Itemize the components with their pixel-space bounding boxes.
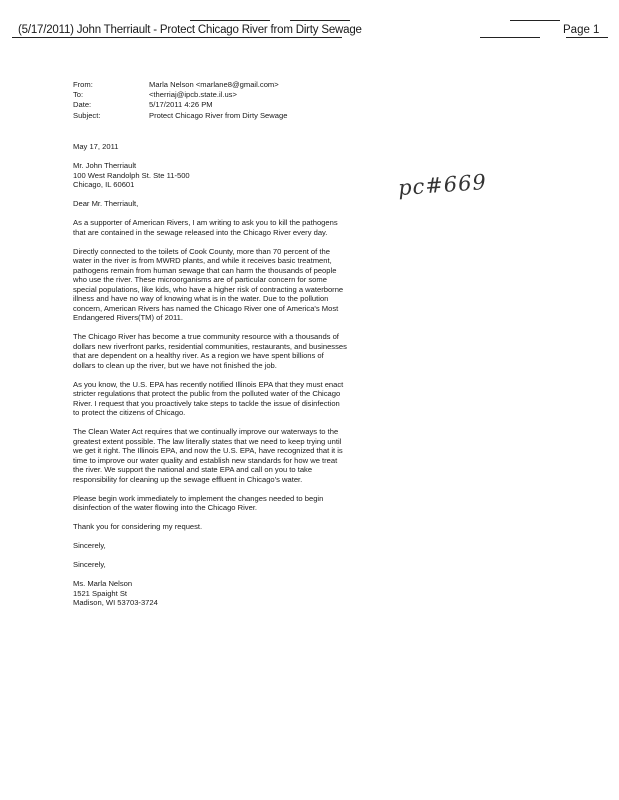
header-rule (12, 37, 342, 38)
page-number: Page 1 (563, 24, 600, 36)
signature-line: Ms. Marla Nelson (73, 579, 133, 588)
paragraph: Sincerely, (73, 541, 106, 550)
header-rule-top-mid (290, 20, 350, 21)
subject-label: Subject: (73, 110, 101, 120)
header-rule-top-right (510, 20, 560, 21)
salutation: Dear Mr. Therriault, (73, 199, 139, 208)
subject-value: Protect Chicago River from Dirty Sewage (149, 110, 288, 120)
paragraph: Thank you for considering my request. (73, 522, 203, 531)
letter-body (73, 142, 348, 608)
recipient-line: Chicago, IL 60601 (73, 180, 135, 189)
paragraph: Directly connected to the toilets of Cook County, more than 70 percent of the water in the river is from MWRD plants, and while it receives basic treatment, pathogens remain from human sewage that can harm the thousands of people who use the river. These microorganisms are of particular concern for some special populations, like kids, who have a higher risk of contracting a waterborne illness and have no way of knowing what is in the water. Due to the pollution concern, American Rivers has named the Chicago River one of America's Most Endangered Rivers(TM) of 2011. (73, 246, 344, 322)
date-label: Date: (73, 100, 92, 110)
paragraph: Please begin work immediately to implement the changes needed to begin disinfection of the water flowing into the Chicago River. (73, 493, 324, 512)
paragraph: The Clean Water Act requires that we continually improve our waterways to the greatest extent possible. The law literally states that we need to keep trying until we get it right. The Illinois EPA, and now the U.S. EPA, have recognized that it is time to improve our water quality and establish new standards for how we treat the river. We support the national and state EPA and call on you to take responsibility for cleaning up the sewage effluent in Chicago's water. (73, 427, 343, 484)
recipient-address (73, 161, 348, 190)
header-rule-top-left (190, 20, 270, 21)
paragraph: As you know, the U.S. EPA has recently notified Illinois EPA that they must enact stricter regulations that protect the public from the polluted water of the Chicago River. I request that you proactively take steps to tackle the issue of disinfection to protect the citizens of Chicago. (73, 379, 344, 417)
paragraph: The Chicago River has become a true community resource with a thousands of dollars new riverfront parks, residential communities, restaurants, and businesses that are dependent on a healthy river. As a region we have spent billions of dollars to clean up the river, but we have not finished the job. (73, 332, 347, 370)
to-value: <therriaj@ipcb.state.il.us> (149, 90, 237, 100)
from-label: From: (73, 80, 93, 89)
signature-line: 1521 Spaight St (73, 588, 128, 598)
signature-block (73, 579, 348, 608)
document-header-title: (5/17/2011) John Therriault - Protect Chicago River from Dirty Sewage (18, 24, 362, 36)
email-header (73, 80, 287, 121)
page-number-underline (566, 37, 608, 38)
from-value: Marla Nelson <marlane8@gmail.com> (149, 80, 279, 89)
to-label: To: (73, 90, 84, 100)
from-row (73, 80, 287, 90)
header-rule-right (480, 37, 540, 38)
handwritten-annotation: pc#669 (397, 169, 488, 201)
date-row (73, 100, 287, 110)
paragraph: As a supporter of American Rivers, I am writing to ask you to kill the pathogens that are contained in the sewage released into the Chicago River every day. (73, 218, 338, 237)
recipient-line: Mr. John Therriault (73, 161, 137, 170)
signature-line: Madison, WI 53703-3724 (73, 598, 158, 607)
to-row (73, 90, 287, 100)
letter-date: May 17, 2011 (73, 142, 119, 151)
closing: Sincerely, (73, 560, 106, 569)
recipient-line: 100 West Randolph St. Ste 11-500 (73, 170, 190, 180)
subject-row (73, 111, 287, 121)
date-value: 5/17/2011 4:26 PM (149, 100, 213, 110)
